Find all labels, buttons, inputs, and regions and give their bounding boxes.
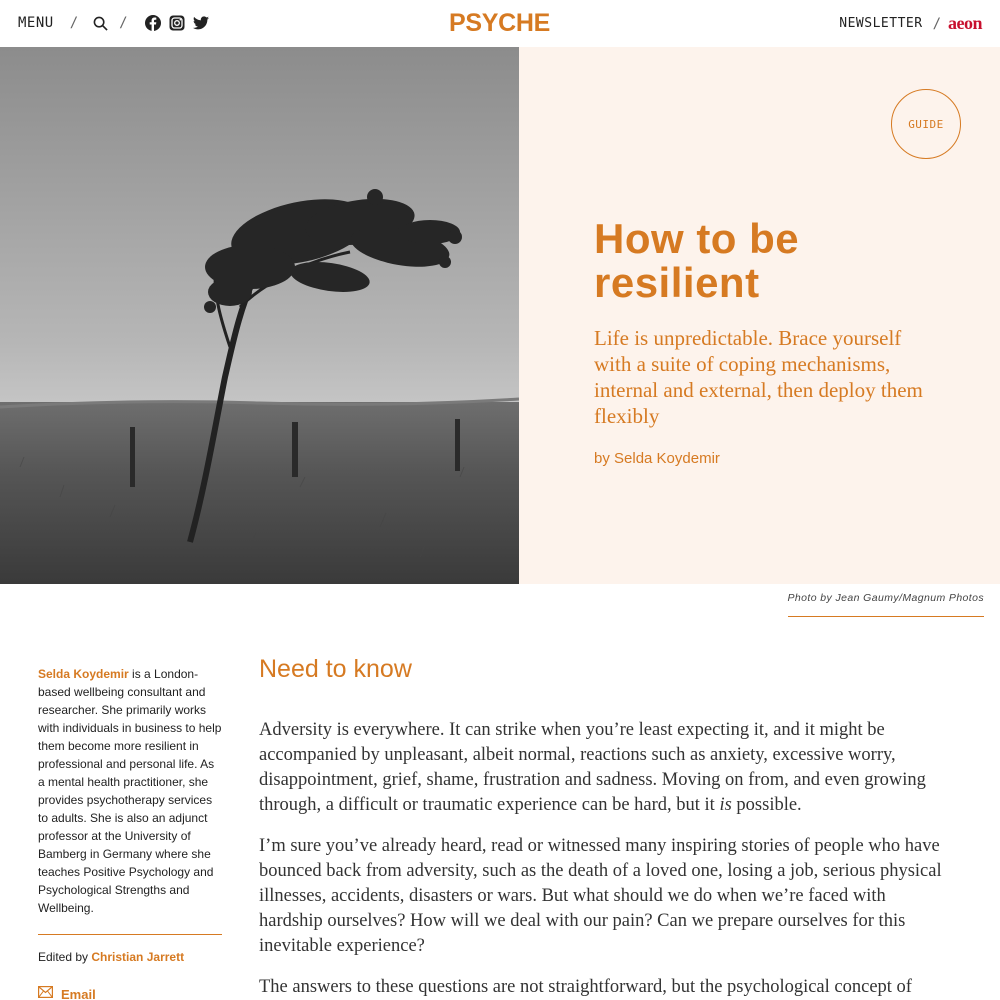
paragraph: [259, 718, 949, 818]
envelope-icon: [38, 985, 53, 1000]
email-label: Email: [61, 986, 96, 1000]
edited-by: [38, 950, 222, 964]
hero-panel: [519, 47, 1000, 584]
author-sidebar: [38, 665, 222, 1000]
twitter-icon[interactable]: [192, 14, 210, 32]
emphasis-text: is: [719, 795, 732, 815]
article-standfirst: Life is unpredictable. Brace yourself with a suite of coping mechanisms, internal and external, then deploy them flexibly: [594, 326, 923, 428]
guide-badge[interactable]: GUIDE: [891, 89, 961, 159]
paragraph: I’m sure you’ve already heard, read or witnessed many inspiring stories of people who have bounced back from adversity, such as the death of a loved one, losing a job, serious physical illnesses, accidents, disasters or wars. But what should we do when we’re faced with hardship ourselves? How will we deal with our pain? Can we prepare ourselves for this inevitable experience?: [259, 836, 942, 956]
facebook-icon[interactable]: [144, 14, 162, 32]
aeon-logo[interactable]: aeon: [948, 13, 982, 33]
separator: /: [932, 15, 941, 32]
photo-credit: Photo by Jean Gaumy/Magnum Photos: [788, 592, 984, 617]
separator: /: [119, 15, 128, 31]
menu-button[interactable]: MENU: [18, 15, 54, 31]
divider: [38, 934, 222, 935]
email-share-button[interactable]: [38, 985, 96, 1000]
header-right: [839, 13, 982, 34]
separator: /: [69, 15, 79, 31]
article-body: [259, 655, 949, 1000]
header-left: [18, 13, 210, 33]
site-header: [0, 0, 1000, 47]
paragraph-text: Adversity is everywhere. It can strike when you’re least expecting it, and it might be accompanied by unpleasant, albeit normal, reactions such as anxiety, excessive worry, disappointment, grief, shame, frustration and sadness. Moving on from, and even growing through, a difficult or traumatic experience can be hard, but it: [259, 720, 926, 815]
editor-name-link[interactable]: Christian Jarrett: [91, 950, 185, 964]
edited-by-label: Edited by: [38, 950, 92, 964]
paragraph: The answers to these questions are not straightforward, but the psychological concept of: [259, 977, 912, 997]
newsletter-link[interactable]: NEWSLETTER: [839, 16, 923, 31]
author-name-link[interactable]: Selda Koydemir: [38, 667, 129, 681]
search-icon[interactable]: [91, 14, 109, 32]
author-bio: [38, 665, 222, 917]
section-heading: Need to know: [259, 655, 412, 683]
author-bio-text: is a London-based wellbeing consultant and researcher. She primarily works with individuals in business to help them become more resilient in professional and personal life. As a mental health practitioner, she provides psychotherapy services to adults. She is also an adjunct professor at the University of Bamberg in Germany where she teaches Positive Psychology and Psychological Strengths and Wellbeing.: [38, 667, 222, 915]
hero-image: [0, 47, 519, 584]
article-title: How to be resilient: [594, 215, 800, 306]
site-logo[interactable]: PSYCHE: [449, 9, 551, 37]
instagram-icon[interactable]: [168, 14, 186, 32]
article-byline[interactable]: by Selda Koydemir: [594, 450, 720, 467]
paragraph-text: possible.: [731, 795, 802, 815]
